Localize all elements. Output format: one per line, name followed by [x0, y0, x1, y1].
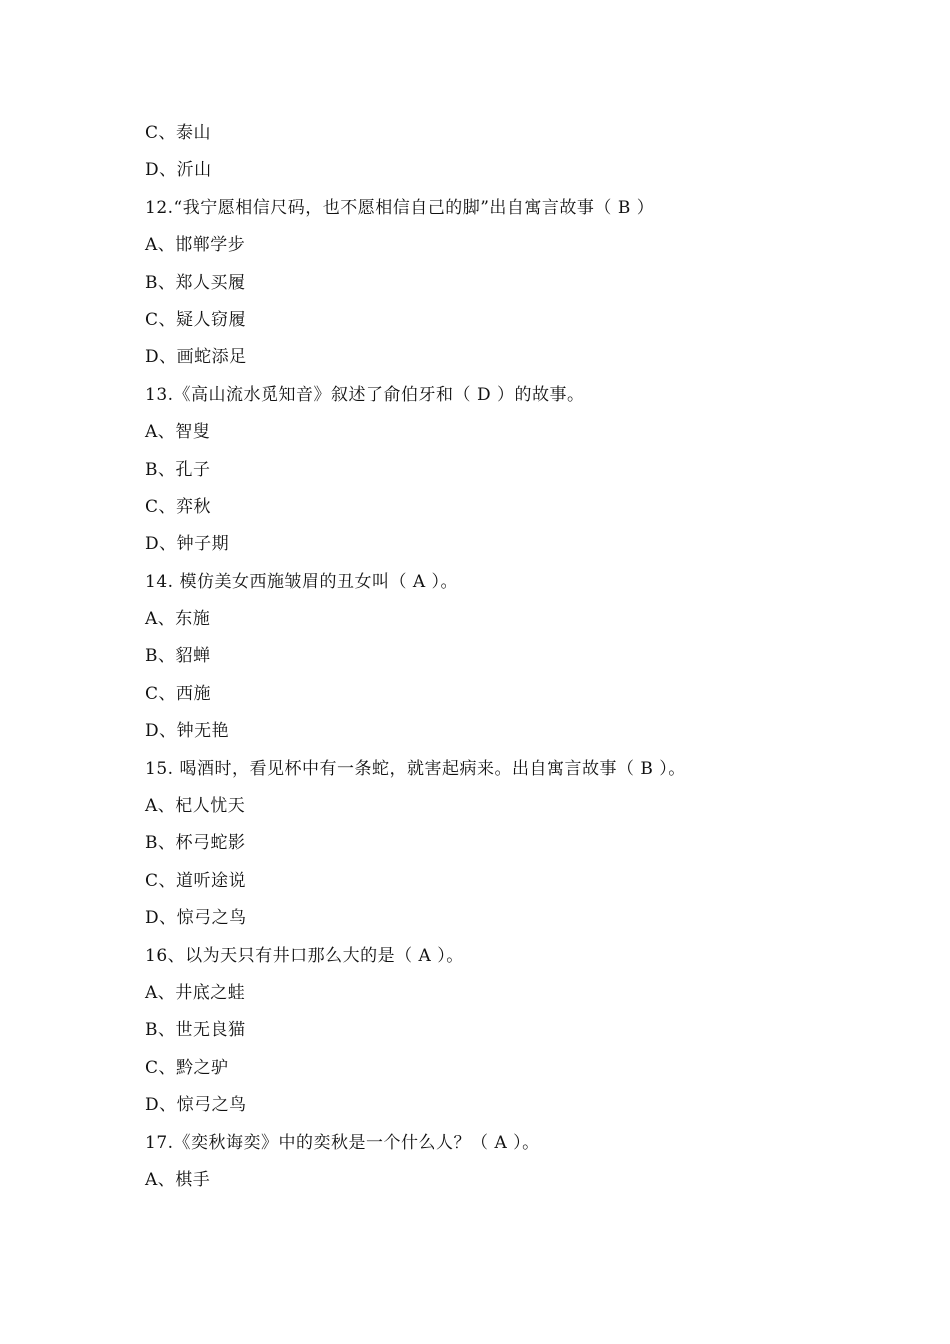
option-line: B、貂蝉: [145, 646, 211, 667]
option-line: B、世无良猫: [145, 1020, 246, 1041]
option-line: A、杞人忧天: [145, 796, 246, 817]
question-line: 12.“我宁愿相信尺码，也不愿相信自己的脚”出自寓言故事（ B ）: [145, 197, 655, 218]
option-line: A、智叟: [145, 422, 211, 443]
option-line: A、棋手: [145, 1169, 211, 1190]
option-line: A、井底之蛙: [145, 982, 246, 1003]
option-line: B、郑人买履: [145, 272, 246, 293]
option-line: D、惊弓之鸟: [145, 908, 247, 929]
option-line: A、邯郸学步: [145, 235, 246, 256]
option-line: C、泰山: [145, 123, 212, 143]
option-line: D、钟子期: [145, 534, 230, 555]
option-line: C、弈秋: [145, 496, 212, 517]
option-line: C、疑人窃履: [145, 309, 247, 330]
option-line: D、画蛇添足: [145, 347, 247, 368]
question-line: 17.《奕秋诲奕》中的奕秋是一个什么人？（ A ）。: [145, 1132, 540, 1153]
option-line: C、道听途说: [145, 870, 247, 891]
question-line: 13.《高山流水觅知音》叙述了俞伯牙和（ D ）的故事。: [145, 384, 585, 405]
option-line: B、杯弓蛇影: [145, 833, 246, 854]
question-list: [145, 115, 845, 1199]
question-line: 16、以为天只有井口那么大的是（ A ）。: [145, 945, 464, 966]
question-line: 15. 喝酒时，看见杯中有一条蛇，就害起病来。出自寓言故事（ B ）。: [145, 758, 686, 779]
option-line: A、东施: [145, 609, 211, 630]
question-line: 14. 模仿美女西施皱眉的丑女叫（ A ）。: [145, 571, 459, 592]
option-line: D、钟无艳: [145, 721, 230, 742]
option-line: C、西施: [145, 683, 212, 704]
option-line: B、孔子: [145, 459, 211, 480]
option-line: C、黔之驴: [145, 1057, 229, 1078]
option-line: D、惊弓之鸟: [145, 1095, 247, 1116]
option-line: D、沂山: [145, 160, 212, 181]
